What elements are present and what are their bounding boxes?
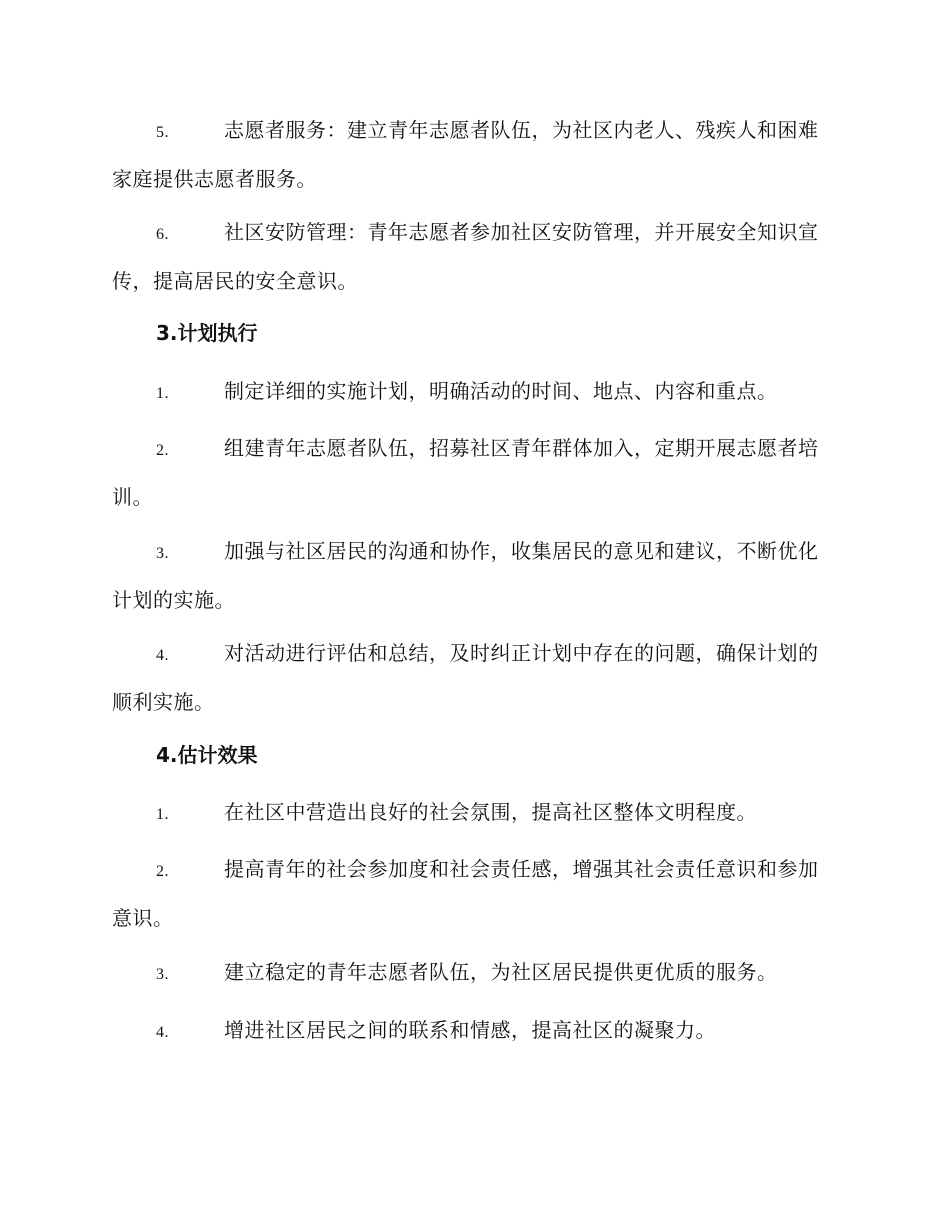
list-item	[112, 107, 836, 202]
section-heading: 4.估计效果	[156, 743, 258, 767]
list-item-number: 1.	[156, 385, 169, 402]
list-item-text: 加强与社区居民的沟通和协作，收集居民的意见和建议，不断优化计划的实施。	[112, 539, 819, 612]
list-item	[112, 789, 836, 838]
list-item-text: 提高青年的社会参加度和社会责任感，增强其社会责任意识和参加意识。	[112, 857, 819, 930]
list-item	[112, 209, 836, 304]
list-item	[112, 425, 836, 520]
section-heading: 3.计划执行	[156, 321, 258, 345]
list-item-number: 2.	[156, 863, 169, 880]
list-item-text: 社区安防管理：青年志愿者参加社区安防管理，并开展安全知识宣传，提高居民的安全意识。	[112, 220, 819, 293]
list-item	[112, 528, 836, 623]
list-item	[112, 1007, 836, 1056]
list-item-text: 对活动进行评估和总结，及时纠正计划中存在的问题，确保计划的顺利实施。	[112, 641, 819, 714]
list-item-text: 增进社区居民之间的联系和情感，提高社区的凝聚力。	[224, 1018, 716, 1042]
list-item	[112, 846, 836, 941]
list-item-number: 4.	[156, 1024, 169, 1041]
list-item	[112, 630, 836, 725]
list-item-text: 志愿者服务：建立青年志愿者队伍，为社区内老人、残疾人和困难家庭提供志愿者服务。	[112, 118, 819, 191]
list-item-number: 3.	[156, 545, 169, 562]
list-item-number: 3.	[156, 966, 169, 983]
list-item	[112, 949, 836, 998]
list-item-number: 1.	[156, 806, 169, 823]
list-item-number: 5.	[156, 124, 169, 141]
list-item-text: 制定详细的实施计划，明确活动的时间、地点、内容和重点。	[224, 379, 778, 403]
list-item-text: 组建青年志愿者队伍，招募社区青年群体加入，定期开展志愿者培训。	[112, 436, 819, 509]
list-item-text: 在社区中营造出良好的社会氛围，提高社区整体文明程度。	[224, 800, 757, 824]
list-item	[112, 368, 836, 417]
list-item-number: 2.	[156, 442, 169, 459]
list-item-number: 4.	[156, 647, 169, 664]
list-item-text: 建立稳定的青年志愿者队伍，为社区居民提供更优质的服务。	[224, 960, 778, 984]
list-item-number: 6.	[156, 226, 169, 243]
